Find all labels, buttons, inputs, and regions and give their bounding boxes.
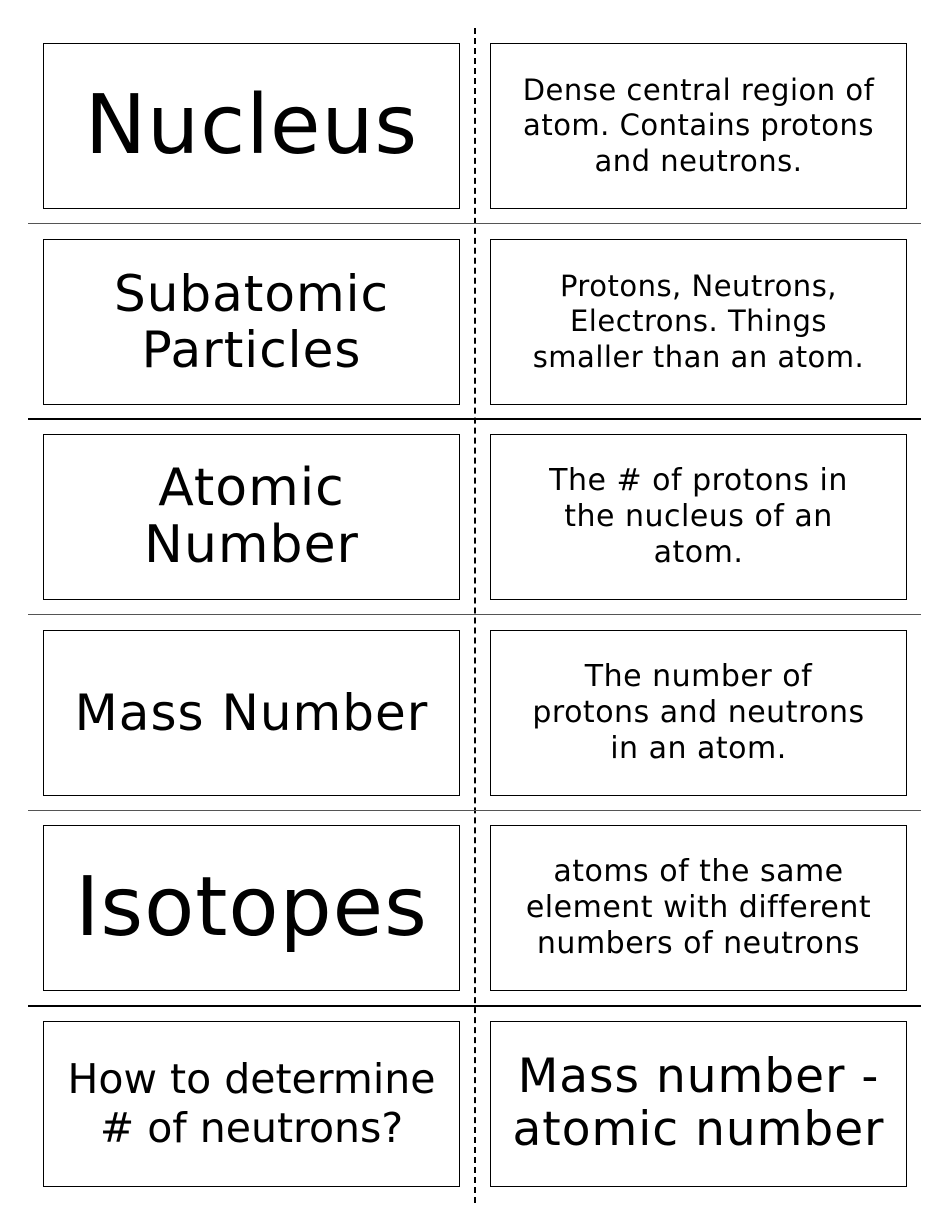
flashcard-definition: Dense central region of atom. Contains protons and neutrons. (490, 43, 907, 209)
fold-line (474, 28, 476, 1203)
flashcard-term: Subatomic Particles (43, 239, 460, 405)
cut-line (28, 810, 921, 811)
flashcard-term: How to determine # of neutrons? (43, 1021, 460, 1187)
flashcard-definition: Protons, Neutrons, Electrons. Things smaller than an atom. (490, 239, 907, 405)
cut-line (28, 418, 921, 420)
flashcard-term: Isotopes (43, 825, 460, 991)
flashcard-definition: The # of protons in the nucleus of an atom. (490, 434, 907, 600)
cut-line (28, 614, 921, 615)
flashcard-definition: The number of protons and neutrons in an atom. (490, 630, 907, 796)
flashcard-term: Atomic Number (43, 434, 460, 600)
cut-line (28, 223, 921, 224)
flashcard-term: Nucleus (43, 43, 460, 209)
flashcard-definition: atoms of the same element with different numbers of neutrons (490, 825, 907, 991)
flashcard-term: Mass Number (43, 630, 460, 796)
flashcard-definition: Mass number - atomic number (490, 1021, 907, 1187)
cut-line (28, 1005, 921, 1007)
